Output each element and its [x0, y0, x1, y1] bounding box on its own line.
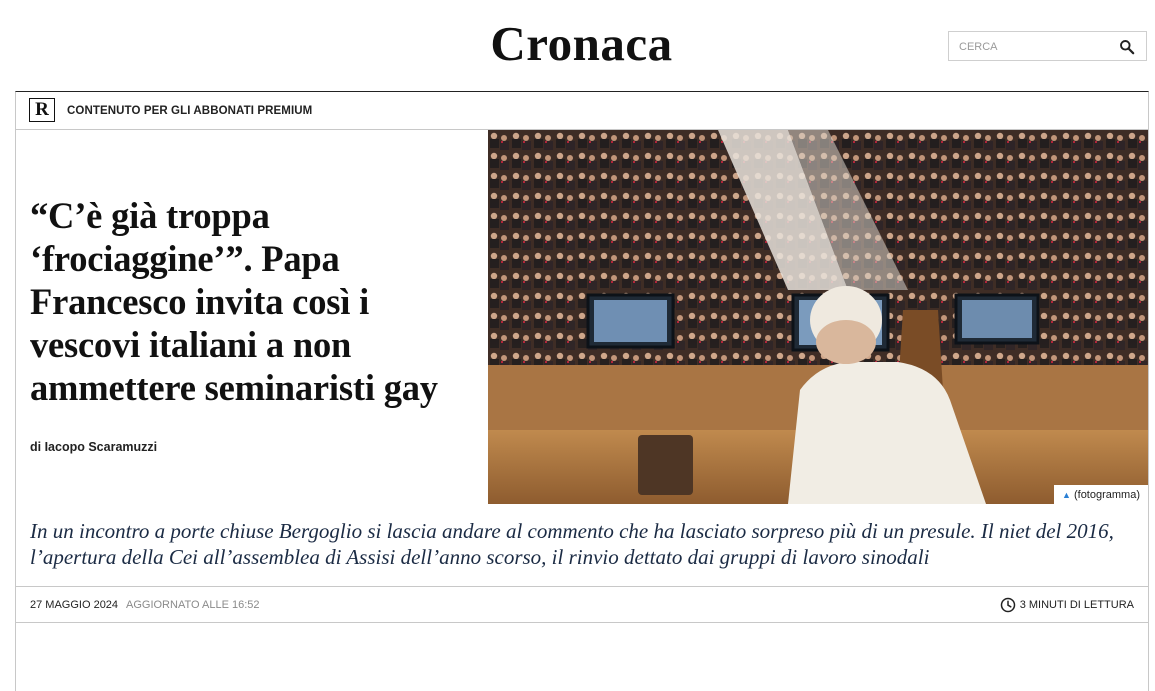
article-meta	[16, 586, 1148, 623]
photo-caption-text: (fotogramma)	[1073, 489, 1140, 501]
article-headline[interactable]: “C’è già troppa ‘frociaggine’”. Papa Francesco invita così i vescovi italiani a non ammettere seminaristi gay	[30, 195, 438, 408]
search-box[interactable]	[948, 31, 1147, 61]
author-byline[interactable]: di Iacopo Scaramuzzi	[30, 440, 158, 454]
photo-caption	[1054, 485, 1148, 504]
site-header	[0, 0, 1155, 90]
search-input[interactable]	[959, 38, 1109, 55]
search-icon[interactable]	[1119, 39, 1135, 55]
article-hero	[15, 91, 1149, 691]
updated-time: AGGIORNATO ALLE 16:52	[126, 599, 260, 611]
premium-label: CONTENUTO PER GLI ABBONATI PREMIUM	[67, 105, 313, 117]
photo-illustration	[488, 130, 1148, 504]
article-photo[interactable]	[488, 130, 1148, 504]
reading-time-label: 3 MINUTI DI LETTURA	[1019, 599, 1134, 611]
publish-date: 27 MAGGIO 2024	[30, 599, 119, 611]
article-summary: In un incontro a porte chiuse Bergoglio si lascia andare al commento che ha lasciato sorpreso più di un presule. Il niet del 2016, l’apertura della Cei all’assemblea di Assisi dell’anno scorso, il rinvio dettato dai gruppi di lavoro sinodali	[30, 519, 1114, 569]
premium-banner	[16, 92, 1148, 130]
caption-triangle-icon: ▲	[1062, 490, 1071, 500]
repubblica-r-logo: R	[29, 98, 55, 122]
clock-icon	[1000, 597, 1016, 613]
reading-time	[1000, 597, 1134, 613]
section-title[interactable]: Cronaca	[490, 16, 673, 71]
